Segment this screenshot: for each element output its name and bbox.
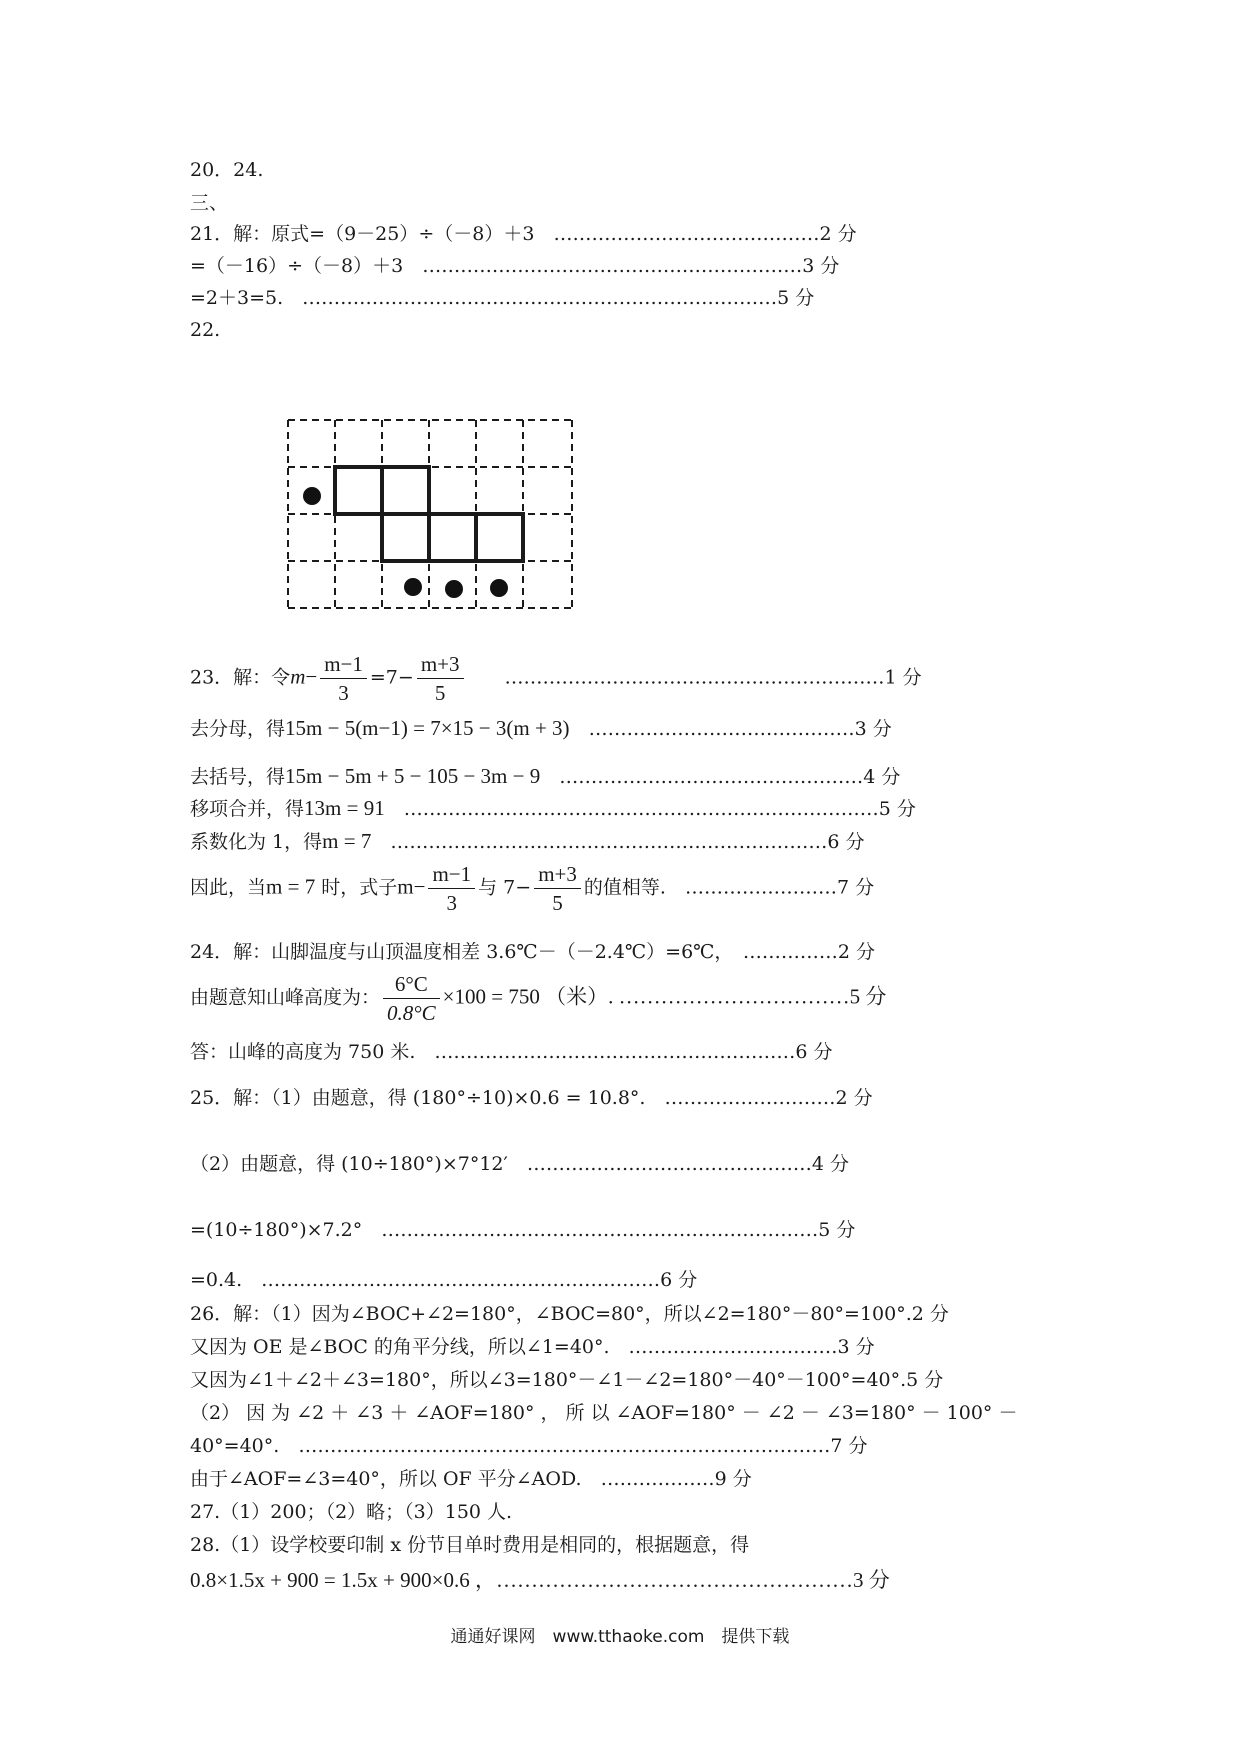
q25-line2: （2）由题意，得 (10÷180°)×7°12′ ………………………………………4 分 [190,1153,849,1175]
q21-line3: =2＋3=5. …………………………………………………………………5 分 [190,287,815,309]
page-footer: 通通好课网 www.tthaoke.com 提供下载 [450,1627,790,1647]
q23-step3-math: 15m − 5m + 5 − 105 − 3m − 9 [285,764,541,788]
q23-score5: ……………………………………………………………6 分 [390,831,865,853]
q26-line5: 40°=40°. …………………………………………………………………………7 分 [190,1435,868,1457]
q23-score1: ……………………………………………………1 分 [504,666,922,689]
dot-bottom-1 [404,578,422,596]
q25-line4: =0.4. ………………………………………………………6 分 [190,1269,698,1291]
q23-minus: − [305,664,318,689]
q23-concl-d: 的值相等. [583,876,666,899]
q23-step4-math: 13m = 91 [304,796,385,820]
q23-frac2 [417,652,464,705]
q24-line2 [190,972,886,1025]
q26-line1: 26．解：（1）因为∠BOC+∠2=180°，∠BOC=80°，所以∠2=180°－80°=100°.2 分 [190,1303,949,1325]
q23-step2-math: 15m − 5(m−1) = 7×15 − 3(m + 3) [285,716,570,740]
dot-bottom-2 [445,580,463,598]
q23-step5-math: m = 7 [322,829,372,853]
q23-line4 [190,796,916,821]
q23-line1 [190,652,922,705]
q23-score6: ……………………7 分 [684,876,875,899]
q23-concl-c: 与 7− [478,876,532,899]
q28-line2: 0.8×1.5x + 900 = 1.5x + 900×0.6 ，……………………………………………3 分 [190,1568,890,1592]
q23-concl-frac1 [428,862,475,915]
solid-squares [335,467,523,561]
q23-concl-frac1-num: m−1 [428,862,475,889]
q26-line3: 又因为∠1＋∠2＋∠3=180°，所以∠3=180°－∠1－∠2=180°－40°－100°=40°.5 分 [190,1369,944,1391]
q23-intro: 23．解：令 [190,666,291,689]
q27-line: 27.（1）200；（2）略；（3）150 人. [190,1501,513,1523]
q21-line2: =（－16）÷（－8）＋3 ……………………………………………………3 分 [190,255,840,277]
q23-score4: …………………………………………………………………5 分 [403,798,916,820]
q24-line1: 24．解：山脚温度与山顶温度相差 3.6℃－（－2.4℃）=6℃， ……………2 分 [190,941,876,963]
q23-concl-frac2-den: 5 [552,891,563,915]
q23-line3 [190,764,900,789]
q23-step4-label: 移项合并，得 [190,798,305,820]
q22-grid-figure [280,412,580,612]
q23-concl-frac1-den: 3 [446,891,458,915]
q24-b-pre: 由题意知山峰高度为： [190,986,381,1009]
q23-step5-label: 系数化为 1，得 [190,831,323,853]
q22-label: 22. [190,319,221,341]
q23-concl-frac2-num: m+3 [534,862,581,889]
q23-step3-label: 去括号，得 [190,766,286,788]
q23-frac1-num: m−1 [320,652,367,679]
q26-line6: 由于∠AOF=∠3=40°，所以 OF 平分∠AOD. ………………9 分 [190,1468,752,1490]
q23-frac2-den: 5 [434,681,446,705]
q23-frac2-num: m+3 [417,652,464,679]
q23-concl-frac2 [534,862,581,915]
q23-score2: ……………………………………3 分 [588,718,892,740]
q23-line2 [190,716,892,741]
q23-concl-m: m− [397,874,426,899]
q23-concl-a: 因此，当 [190,876,267,899]
q21-line1: 21．解：原式=（9－25）÷（－8）＋3 ……………………………………2 分 [190,223,857,245]
q23-line5 [190,829,864,854]
q23-var-m: m [290,664,306,689]
q23-frac1 [320,652,367,705]
q24-line3: 答：山峰的高度为 750 米. …………………………………………………6 分 [190,1041,833,1063]
q28-line1: 28.（1）设学校要印制 x 份节目单时费用是相同的，根据题意，得 [190,1534,750,1556]
q25-line1: 25．解：（1）由题意，得 (180°÷10)×0.6 = 10.8°. ………………………2 分 [190,1087,873,1109]
q24-frac-num: 6°C [383,972,440,999]
q25-line3: =(10÷180°)×7.2° ……………………………………………………………5 分 [190,1219,856,1241]
q24-frac-den: 0.8°C [387,1001,436,1025]
q23-concl-b: 时，式子 [315,876,398,899]
answer-20: 20．24. [190,159,264,181]
q23-frac1-den: 3 [338,681,349,705]
q23-concl-math: m = 7 [266,874,316,899]
q23-eq: =7− [369,666,414,689]
section-three-heading: 三、 [190,192,229,214]
q23-score3: …………………………………………4 分 [559,766,901,788]
dot-bottom-3 [490,579,508,597]
q23-step2-label: 去分母，得 [190,718,286,740]
dot-left [303,487,321,505]
q26-line2: 又因为 OE 是∠BOC 的角平分线，所以∠1=40°. ……………………………3 分 [190,1336,875,1358]
q24-frac [383,972,440,1025]
q23-conclusion [190,862,874,915]
q24-b-post: ×100 = 750 （米）. ……………………………5 分 [442,984,887,1009]
q26-line4: （2） 因 为 ∠2 ＋ ∠3 ＋ ∠AOF=180° ， 所 以 ∠AOF=180° － ∠2 － ∠3=180° － 100° － [190,1402,1018,1424]
